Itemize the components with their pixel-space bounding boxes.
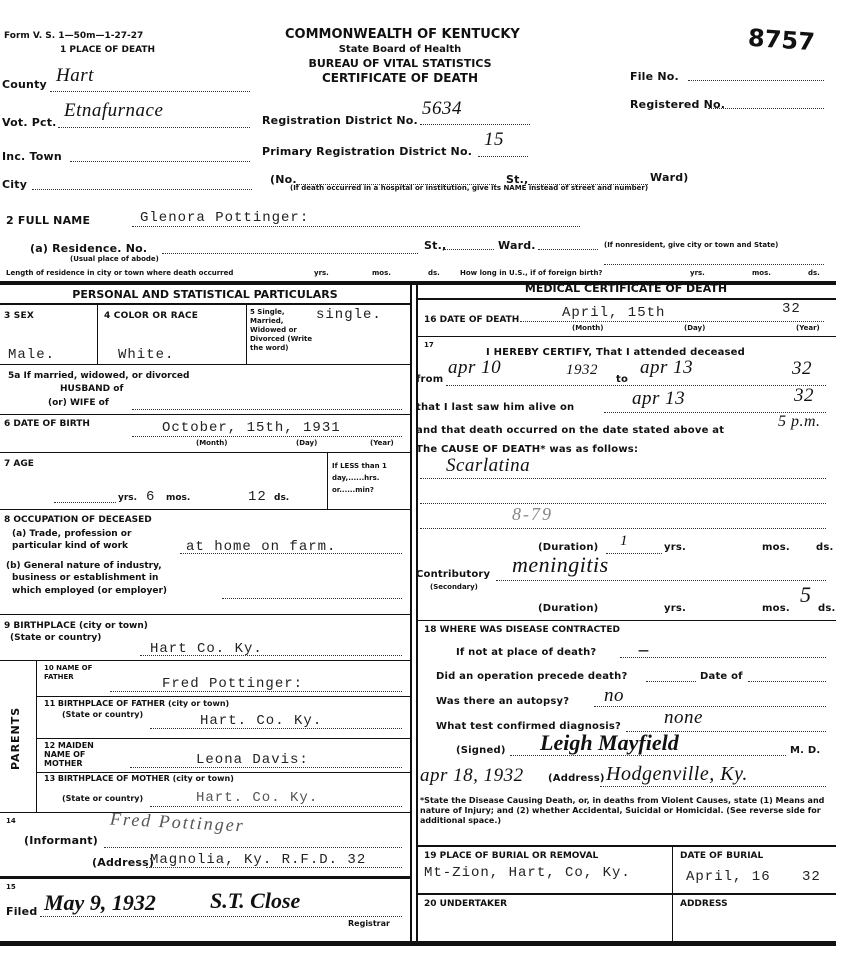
mother-birth-value: Hart. Co. Ky. (196, 790, 319, 806)
duration-ds: ds. (816, 542, 834, 553)
divider (36, 772, 410, 773)
death-time: 5 p.m. (778, 413, 821, 430)
city-no-label: (No. (270, 173, 297, 186)
where-contracted-label: 18 WHERE WAS DISEASE CONTRACTED (424, 625, 620, 635)
hospital-note: (If death occurred in a hospital or institution, give its NAME instead of street and number) (290, 184, 649, 192)
divider (0, 614, 410, 615)
cause-value: Scarlatina (446, 455, 531, 476)
divider (0, 303, 410, 305)
divider (416, 336, 836, 337)
divider (0, 509, 410, 510)
county-label: County (2, 78, 47, 91)
undertaker-label: 20 UNDERTAKER (424, 899, 508, 909)
last-saw-year: 32 (794, 385, 814, 406)
industry-label-1: (b) General nature of industry, (6, 561, 162, 571)
cause-label: The CAUSE OF DEATH* was as follows: (416, 444, 639, 455)
dob-label: 6 DATE OF BIRTH (4, 419, 90, 429)
filed-num: 15 (6, 883, 16, 891)
state-board-title: State Board of Health (338, 44, 462, 55)
primary-district-label: Primary Registration District No. (262, 145, 473, 158)
contributory-value: meningitis (512, 552, 609, 577)
divider (0, 876, 410, 879)
vot-pct-label: Vot. Pct. (2, 116, 57, 129)
certify-num: 17 (424, 341, 434, 349)
certify-text: I HEREBY CERTIFY, That I attended deceased (486, 347, 746, 358)
length-of-residence-label: Length of residence in city or town where death occurred (6, 269, 234, 277)
dod-label: 16 DATE OF DEATH (424, 315, 520, 325)
age-ds-unit: ds. (274, 493, 290, 503)
contrib-duration-mos: mos. (762, 603, 790, 614)
last-saw-value: apr 13 (632, 388, 686, 409)
dod-value: April, 15th (562, 305, 666, 321)
father-birth-label-1: 11 BIRTHPLACE OF FATHER (city or town) (44, 699, 230, 708)
certificate-number: 8757 (747, 23, 816, 57)
divider (97, 304, 98, 364)
mother-name-value: Leona Davis: (196, 752, 309, 768)
residence-label: (a) Residence. No. (30, 242, 148, 255)
mother-birth-label-2: (State or country) (62, 794, 144, 803)
death-occurred-label: and that death occurred on the date stated above at (416, 425, 725, 436)
informant-address-value: Magnolia, Ky. R.F.D. 32 (150, 852, 367, 868)
burial-place-label: 19 PLACE OF BURIAL OR REMOVAL (424, 851, 599, 861)
divider (416, 298, 836, 300)
city-st-label: St., (506, 173, 529, 186)
city-ward-label: Ward) (650, 171, 689, 184)
operation-label: Did an operation precede death? (436, 671, 628, 682)
test-label: What test confirmed diagnosis? (436, 721, 622, 732)
spouse-label-2: HUSBAND of (60, 384, 124, 394)
full-name-label: 2 FULL NAME (6, 214, 91, 227)
divider (0, 660, 410, 661)
informant-address-label: (Address) (92, 856, 155, 869)
informant-label: (Informant) (24, 834, 98, 847)
how-long-label: How long in U.S., if of foreign birth? (460, 269, 603, 277)
age-mos-value: 12 (248, 489, 267, 505)
county-value: Hart (56, 65, 94, 86)
autopsy-label: Was there an autopsy? (436, 696, 570, 707)
length-yrs: yrs. (314, 269, 329, 277)
full-name-value: Glenora Pottinger: (140, 210, 310, 226)
burial-year-value: 32 (802, 869, 821, 885)
color-race-label: 4 COLOR OR RACE (104, 311, 199, 321)
divider (416, 893, 836, 895)
burial-place-value: Mt-Zion, Hart, Co, Ky. (424, 865, 631, 881)
divider (416, 620, 836, 621)
marital-label: 5 Single, Married, Widowed or Divorced (Write the word) (250, 308, 313, 352)
spouse-label-3: (or) WIFE of (48, 398, 109, 408)
mother-birth-label-1: 13 BIRTHPLACE OF MOTHER (city or town) (44, 774, 234, 783)
residence-st-label: St., (424, 239, 447, 252)
file-no-label: File No. (630, 70, 679, 83)
marital-value: single. (316, 307, 382, 323)
informant-num: 14 (6, 817, 16, 825)
physician-address-label: (Address) (548, 773, 605, 784)
how-long-yrs: yrs. (690, 269, 705, 277)
father-name-label: 10 NAME OF FATHER (44, 664, 93, 681)
physician-signature: Leigh Mayfield (540, 730, 679, 755)
registration-district-label: Registration District No. (262, 114, 418, 127)
residence-ward-label: Ward. (498, 239, 536, 252)
industry-label-2: business or establishment in (12, 573, 159, 583)
age-mos-unit: mos. (166, 493, 191, 503)
dob-value: October, 15th, 1931 (162, 420, 341, 436)
how-long-mos: mos. (752, 269, 771, 277)
primary-district-value: 15 (484, 129, 504, 150)
divider (36, 660, 37, 812)
cause-code: 8-79 (512, 504, 553, 524)
length-mos: mos. (372, 269, 391, 277)
not-place-label: If not at place of death? (456, 647, 597, 658)
sex-label: 3 SEX (4, 311, 34, 321)
medical-section-title: MEDICAL CERTIFICATE OF DEATH (524, 282, 728, 295)
secondary-label: (Secondary) (430, 583, 478, 591)
last-saw-label: that I last saw him alive on (416, 402, 575, 413)
divider (36, 696, 410, 697)
age-label: 7 AGE (4, 459, 34, 469)
to-label: to (616, 374, 629, 385)
place-of-death-heading: 1 PLACE OF DEATH (60, 45, 156, 55)
signed-label: (Signed) (456, 745, 506, 756)
informant-value: Fred Pottinger (109, 808, 246, 836)
duration-label: (Duration) (538, 542, 599, 553)
father-name-value: Fred Pottinger: (162, 676, 304, 692)
dod-year-hint: (Year) (796, 324, 820, 332)
personal-section-title: PERSONAL AND STATISTICAL PARTICULARS (72, 288, 338, 301)
to-value: apr 13 (640, 357, 694, 378)
dod-month-hint: (Month) (572, 324, 604, 332)
less-than-label: If LESS than 1 day,......hrs. or......min? (332, 462, 387, 494)
age-yrs-unit: yrs. (118, 493, 138, 503)
birthplace-label-1: 9 BIRTHPLACE (city or town) (4, 621, 148, 631)
father-birth-value: Hart. Co. Ky. (200, 713, 323, 729)
duration-yrs: yrs. (664, 542, 687, 553)
registration-district-value: 5634 (422, 98, 462, 119)
birthplace-label-2: (State or country) (10, 633, 102, 643)
occupation-label: 8 OCCUPATION OF DECEASED (4, 515, 152, 525)
length-ds: ds. (428, 269, 440, 277)
dob-year-hint: (Year) (370, 439, 394, 447)
divider (0, 941, 836, 946)
from-value: apr 10 (448, 357, 502, 378)
registered-no-label: Registered No. (630, 98, 726, 111)
form-code: Form V. S. 1—50m—1-27-27 (4, 31, 144, 41)
trade-label-2: particular kind of work (12, 541, 129, 551)
from-year: 1932 (566, 362, 598, 378)
parents-side-label: PARENTS (9, 706, 22, 770)
cause-footnote: *State the Disease Causing Death, or, in deaths from Violent Causes, state (1) Means and nature of Injury; and (2) whether Accidental, Suicidal or Homicidal. (See reverse side for additional space.) (420, 796, 825, 825)
date-of-label: Date of (700, 671, 743, 682)
contrib-duration-yrs: yrs. (664, 603, 687, 614)
commonwealth-title: COMMONWEALTH OF KENTUCKY (285, 27, 520, 42)
not-place-value: — (638, 644, 650, 657)
certificate-title: CERTIFICATE OF DEATH (321, 71, 479, 85)
divider (327, 453, 328, 509)
father-birth-label-2: (State or country) (62, 710, 144, 719)
signed-date: apr 18, 1932 (420, 765, 524, 786)
duration-value: 1 (620, 533, 628, 549)
registrar-signature: S.T. Close (210, 888, 301, 913)
dod-year: 32 (782, 301, 801, 317)
color-race-value: White. (118, 347, 175, 363)
vot-pct-value: Etnafurnace (64, 100, 164, 121)
dob-month-hint: (Month) (196, 439, 228, 447)
autopsy-value: no (604, 685, 624, 706)
burial-date-value: April, 16 (686, 869, 771, 885)
contributory-label: Contributory (416, 569, 491, 580)
divider (0, 364, 410, 365)
duration-mos: mos. (762, 542, 790, 553)
usual-place-note: (Usual place of abode) (70, 255, 159, 263)
bureau-title: BUREAU OF VITAL STATISTICS (308, 57, 492, 70)
trade-value: at home on farm. (186, 539, 337, 555)
divider (410, 281, 412, 943)
dod-day-hint: (Day) (684, 324, 706, 332)
test-value: none (664, 707, 703, 728)
spouse-label-1: 5a If married, widowed, or divorced (8, 371, 190, 381)
city-label: City (2, 178, 28, 191)
burial-date-label: DATE OF BURIAL (680, 851, 764, 861)
sex-value: Male. (8, 347, 56, 363)
age-yrs-value: 6 (146, 489, 156, 505)
trade-label-1: (a) Trade, profession or (12, 529, 132, 539)
birthplace-value: Hart Co. Ky. (150, 641, 263, 657)
undertaker-address-label: ADDRESS (680, 899, 728, 909)
contrib-duration-label: (Duration) (538, 603, 599, 614)
divider (0, 414, 410, 415)
mother-name-label: 12 MAIDEN NAME OF MOTHER (44, 741, 94, 768)
divider (36, 738, 410, 739)
registrar-label: Registrar (348, 919, 390, 928)
filed-date: May 9, 1932 (44, 890, 156, 915)
industry-label-3: which employed (or employer) (12, 586, 168, 596)
inc-town-label: Inc. Town (2, 150, 62, 163)
to-year: 32 (792, 358, 812, 379)
from-label: from (416, 374, 444, 385)
physician-address-value: Hodgenville, Ky. (606, 763, 748, 785)
divider (246, 304, 247, 364)
dob-day-hint: (Day) (296, 439, 318, 447)
divider (416, 845, 836, 847)
filed-label: Filed (6, 905, 38, 918)
contrib-duration-ds: ds. (818, 603, 836, 614)
md-label: M. D. (790, 745, 821, 756)
contrib-duration-ds-value: 5 (800, 582, 812, 607)
nonresident-note: (If nonresident, give city or town and State) (604, 241, 779, 249)
divider (0, 452, 410, 453)
how-long-ds: ds. (808, 269, 820, 277)
